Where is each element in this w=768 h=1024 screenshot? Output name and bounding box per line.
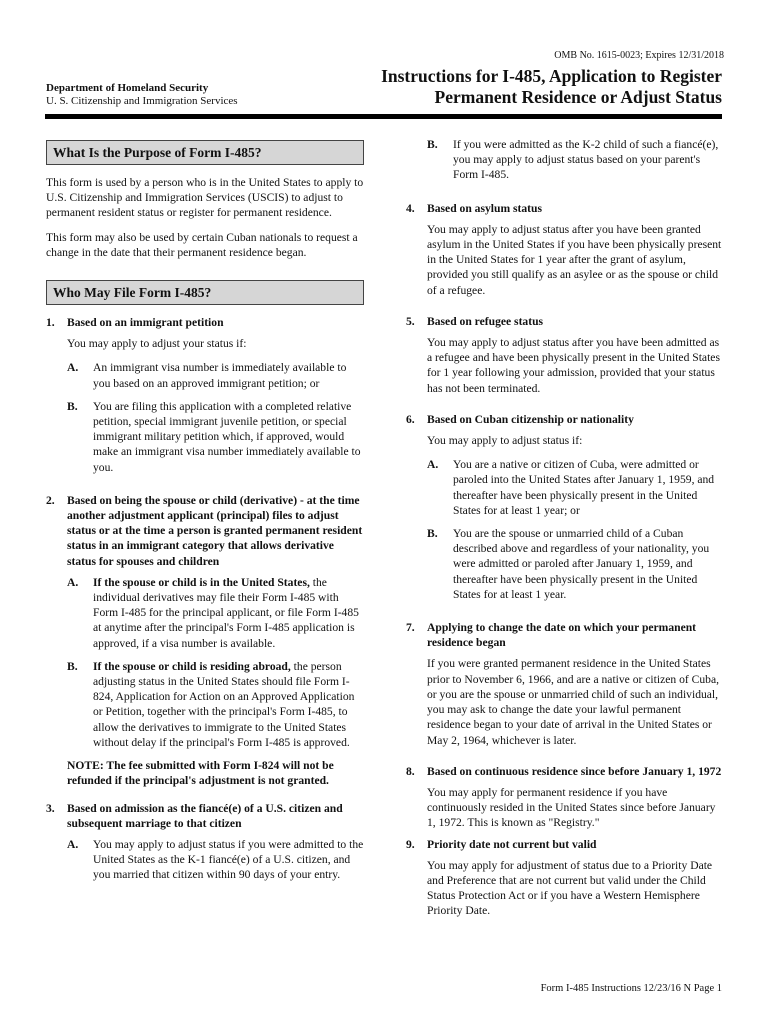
item-1-intro: You may apply to adjust your status if: xyxy=(67,337,247,351)
section-heading-who: Who May File Form I-485? xyxy=(46,280,364,305)
item-title: Based on being the spouse or child (derivative) - at the time another adjustment applicant (principal) files to adjust status or at the time a person is granted permanent resident status in an immigrant category that allows derivative status for spouses and children xyxy=(67,493,363,568)
item-5-text: You may apply to adjust status after you have been admitted as a refugee and have been physically present in the United States for 1 year following your admission, provided that your status has not been terminated. xyxy=(427,336,720,395)
sub-label: A. xyxy=(67,575,79,589)
item-title: Based on Cuban citizenship or nationality xyxy=(427,412,634,426)
item-title: Based on admission as the fiancé(e) of a U.S. citizen and subsequent marriage to that citizen xyxy=(67,801,343,830)
page-footer: Form I-485 Instructions 12/23/16 N Page 1 xyxy=(540,983,722,994)
right-column xyxy=(406,137,724,928)
document-title xyxy=(381,66,722,108)
sub-text: the person adjusting status in the United States should file Form I-824, Application for Action on an Approved Application or Petition, together with the principal's Form I-485, to allow the derivatives to immigrate to the United States without delay if the principal's Form I-485 is approved. xyxy=(93,659,355,749)
item-number: 5. xyxy=(406,314,415,328)
sub-label: B. xyxy=(427,527,438,541)
section-heading-purpose: What Is the Purpose of Form I-485? xyxy=(46,140,364,165)
item-6b xyxy=(406,526,724,602)
item-5-heading xyxy=(406,314,724,329)
item-number: 9. xyxy=(406,837,415,851)
item-number: 4. xyxy=(406,201,415,215)
item-title: Applying to change the date on which your permanent residence began xyxy=(427,621,697,650)
item-6a xyxy=(406,457,724,518)
item-7-text: If you were granted permanent residence in the United States prior to November 6, 1966, and are a native or citizen of Cuba, or you are the spouse or unmarried child of such an individual, you may ask to change the date your lawful permanent residence began to your date of arrival in the United States or May 2, 1964, whichever is later. xyxy=(427,657,720,747)
sub-text: You are filing this application with a completed relative petition, special immigrant juvenile petition, or special immigrant military petition which, if approved, would make an immigrant visa number immediately available to you. xyxy=(93,399,361,474)
agency-block xyxy=(46,82,238,108)
item-2-heading xyxy=(46,493,364,569)
title-line-1: Instructions for I-485, Application to Register xyxy=(381,66,722,86)
item-6-heading xyxy=(406,412,724,427)
item-3-heading xyxy=(46,801,364,831)
item-title: Priority date not current but valid xyxy=(427,837,597,851)
item-9-text: You may apply for adjustment of status due to a Priority Date and Preference that are not current but valid under the Child Status Protection Act or if you have a Western Hemisphere Priority Date. xyxy=(427,858,713,918)
item-title: Based on refugee status xyxy=(427,314,544,328)
item-6-intro: You may apply to adjust status if: xyxy=(427,434,583,448)
item-title: Based on an immigrant petition xyxy=(67,316,224,330)
item-number: 6. xyxy=(406,412,415,426)
item-2b xyxy=(46,659,364,750)
sub-label: B. xyxy=(67,399,78,413)
item-4-heading xyxy=(406,201,724,216)
department-name: Department of Homeland Security xyxy=(46,82,209,94)
left-column xyxy=(46,140,364,891)
item-8-heading xyxy=(406,764,724,779)
item-title: Based on asylum status xyxy=(427,201,542,215)
item-7-heading xyxy=(406,620,724,650)
sub-text: You may apply to adjust status if you were admitted to the United States as the K-1 fiancé(e) of a U.S. citizen, and you married that citizen within 90 days of your entry. xyxy=(93,837,364,882)
item-number: 8. xyxy=(406,764,415,778)
sub-label: B. xyxy=(427,138,438,151)
item-3b xyxy=(406,137,724,183)
item-4-text: You may apply to adjust status after you have been granted asylum in the United States if you have been physically present in the United States for 1 year after the grant of asylum, provided you still qualify as an asylee or as the spouse or child of a refugee. xyxy=(427,222,722,297)
sub-text: the individual derivatives may file their Form I-485 with Form I-485 for the principal applicant, or file Form I-485 at anytime after the principal's Form I-485 application is approved, if a visa number is available. xyxy=(93,575,359,650)
item-9-heading xyxy=(406,837,724,852)
sub-label: A. xyxy=(67,361,79,375)
item-3a xyxy=(46,837,364,883)
sub-bold: If the spouse or child is residing abroad, xyxy=(93,659,291,673)
item-1-heading xyxy=(46,315,364,330)
sub-bold: If the spouse or child is in the United States, xyxy=(93,575,310,589)
sub-text: If you were admitted as the K-2 child of such a fiancé(e), you may apply to adjust status based on your parent's Form I-485. xyxy=(453,138,719,182)
sub-text: You are a native or citizen of Cuba, were admitted or paroled into the United States after January 1, 1959, and thereafter have been physically present in the United States for at least 1 year; or xyxy=(453,458,715,517)
title-line-2: Permanent Residence or Adjust Status xyxy=(434,87,722,107)
sub-text: An immigrant visa number is immediately available to you based on an approved immigrant petition; or xyxy=(93,361,347,390)
agency-name: U. S. Citizenship and Immigration Services xyxy=(46,95,238,107)
item-number: 1. xyxy=(46,316,55,330)
item-1a xyxy=(46,360,364,390)
item-title: Based on continuous residence since before January 1, 1972 xyxy=(427,764,722,778)
item-number: 3. xyxy=(46,801,55,815)
item-8-text: You may apply for permanent residence if you have continuously resided in the United States since before January 1, 1972. This is known as "Registry." xyxy=(427,785,716,830)
omb-number: OMB No. 1615-0023; Expires 12/31/2018 xyxy=(554,50,724,61)
sub-label: B. xyxy=(67,659,78,673)
purpose-paragraph-1: This form is used by a person who is in the United States to apply to U.S. Citizenship and Immigration Services (USCIS) to adjust to permanent resident status or register for permanent residence. xyxy=(46,176,364,220)
sub-label: A. xyxy=(67,837,79,851)
item-2-note: NOTE: The fee submitted with Form I-824 will not be refunded if the principal's adjustment is not granted. xyxy=(67,759,334,788)
purpose-paragraph-2: This form may also be used by certain Cuban nationals to request a change in the date that their permanent residence began. xyxy=(46,230,358,259)
sub-label: A. xyxy=(427,458,439,472)
item-number: 2. xyxy=(46,493,55,507)
item-number: 7. xyxy=(406,621,415,635)
item-1b xyxy=(46,399,364,475)
item-2a xyxy=(46,575,364,651)
sub-text: You are the spouse or unmarried child of a Cuban described above and regardless of your nationality, you were admitted or paroled after January 1, 1959, and thereafter have been physically present in the United States for at least 1 year. xyxy=(453,527,710,601)
header-rule xyxy=(45,114,722,119)
